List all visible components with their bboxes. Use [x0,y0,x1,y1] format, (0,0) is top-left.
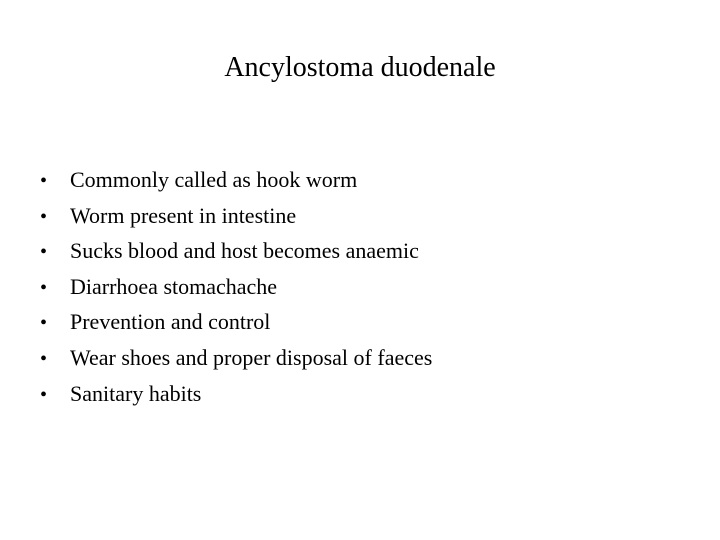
bullet-text: Diarrhoea stomachache [70,273,278,299]
bullet-text: Sanitary habits [70,380,202,406]
bullet-marker: • [40,312,48,335]
bullet-marker: • [40,241,48,264]
bullet-marker: • [40,276,48,299]
bullet-item [40,199,432,235]
bullet-text: Wear shoes and proper disposal of faeces [70,344,433,370]
bullet-text: Commonly called as hook worm [70,167,358,192]
bullet-item [40,341,432,377]
bullet-text: Worm present in intestine [70,202,297,228]
bullet-item [40,163,432,199]
bullet-item [40,377,432,413]
bullet-marker: • [40,170,48,192]
slide-title: Ancylostoma duodenale [224,52,496,83]
bullet-item [40,305,432,341]
bullet-text: Prevention and control [70,309,271,335]
bullet-item [40,234,432,270]
bullet-list [40,163,432,412]
bullet-marker: • [40,347,48,370]
bullet-marker: • [40,205,48,228]
bullet-marker: • [40,383,48,406]
bullet-text: Sucks blood and host becomes anaemic [70,238,419,264]
bullet-item [40,270,432,306]
